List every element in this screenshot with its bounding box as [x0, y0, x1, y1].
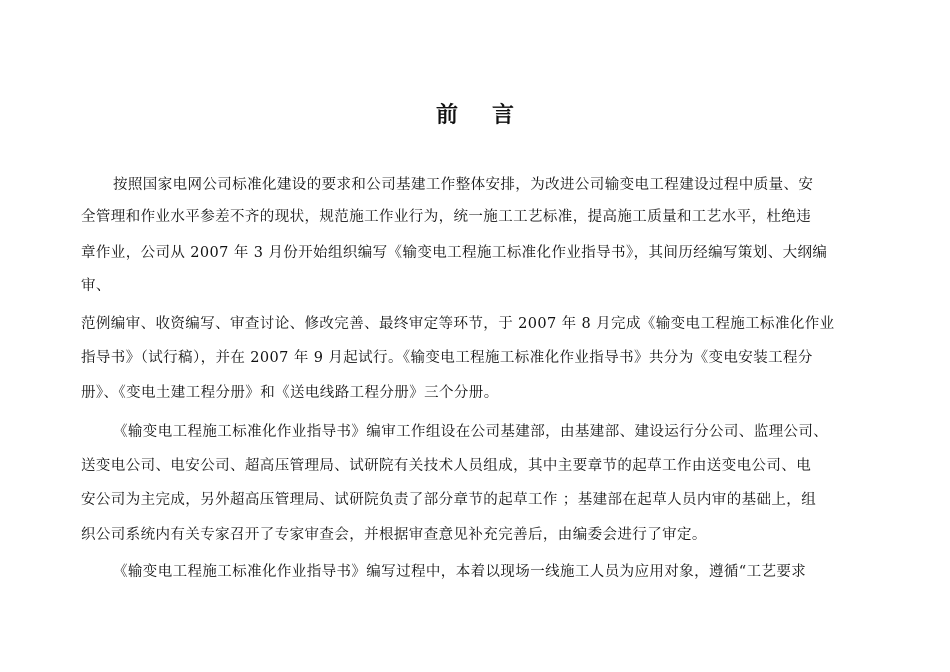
paragraph-1-line-2: 全管理和作业水平参差不齐的现状，规范施工作业行为，统一施工工艺标准，提高施工质量和工艺水平，杜绝违: [81, 209, 812, 225]
paragraph-2-line-3: 安公司为主完成，另外超高压管理局、试研院负责了部分章节的起草工作 ；基建部在起草人员内审的基础上，组: [81, 492, 817, 508]
paragraph-2-line-1: 《输变电工程施工标准化作业指导书》编审工作组设在公司基建部，由基建部、建设运行分公司、监理公司、: [113, 424, 829, 440]
paragraph-1-line-5: 范例编审、收资编写、审查讨论、修改完善、最终审定等环节，于 2007 年 8 月完成《输变电工程施工标准化作业: [81, 316, 835, 332]
paragraph-3-line-1: 《输变电工程施工标准化作业指导书》编写过程中，本着以现场一线施工人员为应用对象，遵循“工艺要求: [113, 564, 807, 580]
paragraph-1-line-4: 审、: [81, 278, 111, 294]
paragraph-1-line-7: 册》、《变电土建工程分册》和《送电线路工程分册》三个分册。: [81, 385, 499, 401]
paragraph-1-line-6: 指导书》（试行稿），并在 2007 年 9 月起试行。《输变电工程施工标准化作业指导书》共分为《变电安装工程分: [81, 350, 813, 366]
paragraph-2-line-2: 送变电公司、电安公司、超高压管理局、试研院有关技术人员组成，其中主要章节的起草工作由送变电公司、电: [81, 458, 812, 474]
title-char-2: 言: [492, 102, 515, 128]
paragraph-2-line-4: 织公司系统内有关专家召开了专家审查会，并根据审查意见补充完善后，由编委会进行了审定。: [81, 527, 707, 543]
paragraph-1-line-1: 按照国家电网公司标准化建设的要求和公司基建工作整体安排，为改进公司输变电工程建设过程中质量、安: [113, 177, 814, 193]
title-char-1: 前: [435, 102, 458, 128]
paragraph-1-line-3: 章作业，公司从 2007 年 3 月份开始组织编写《输变电工程施工标准化作业指导书》，其间历经编写策划、大纲编: [81, 245, 828, 261]
page-title: [0, 100, 950, 130]
